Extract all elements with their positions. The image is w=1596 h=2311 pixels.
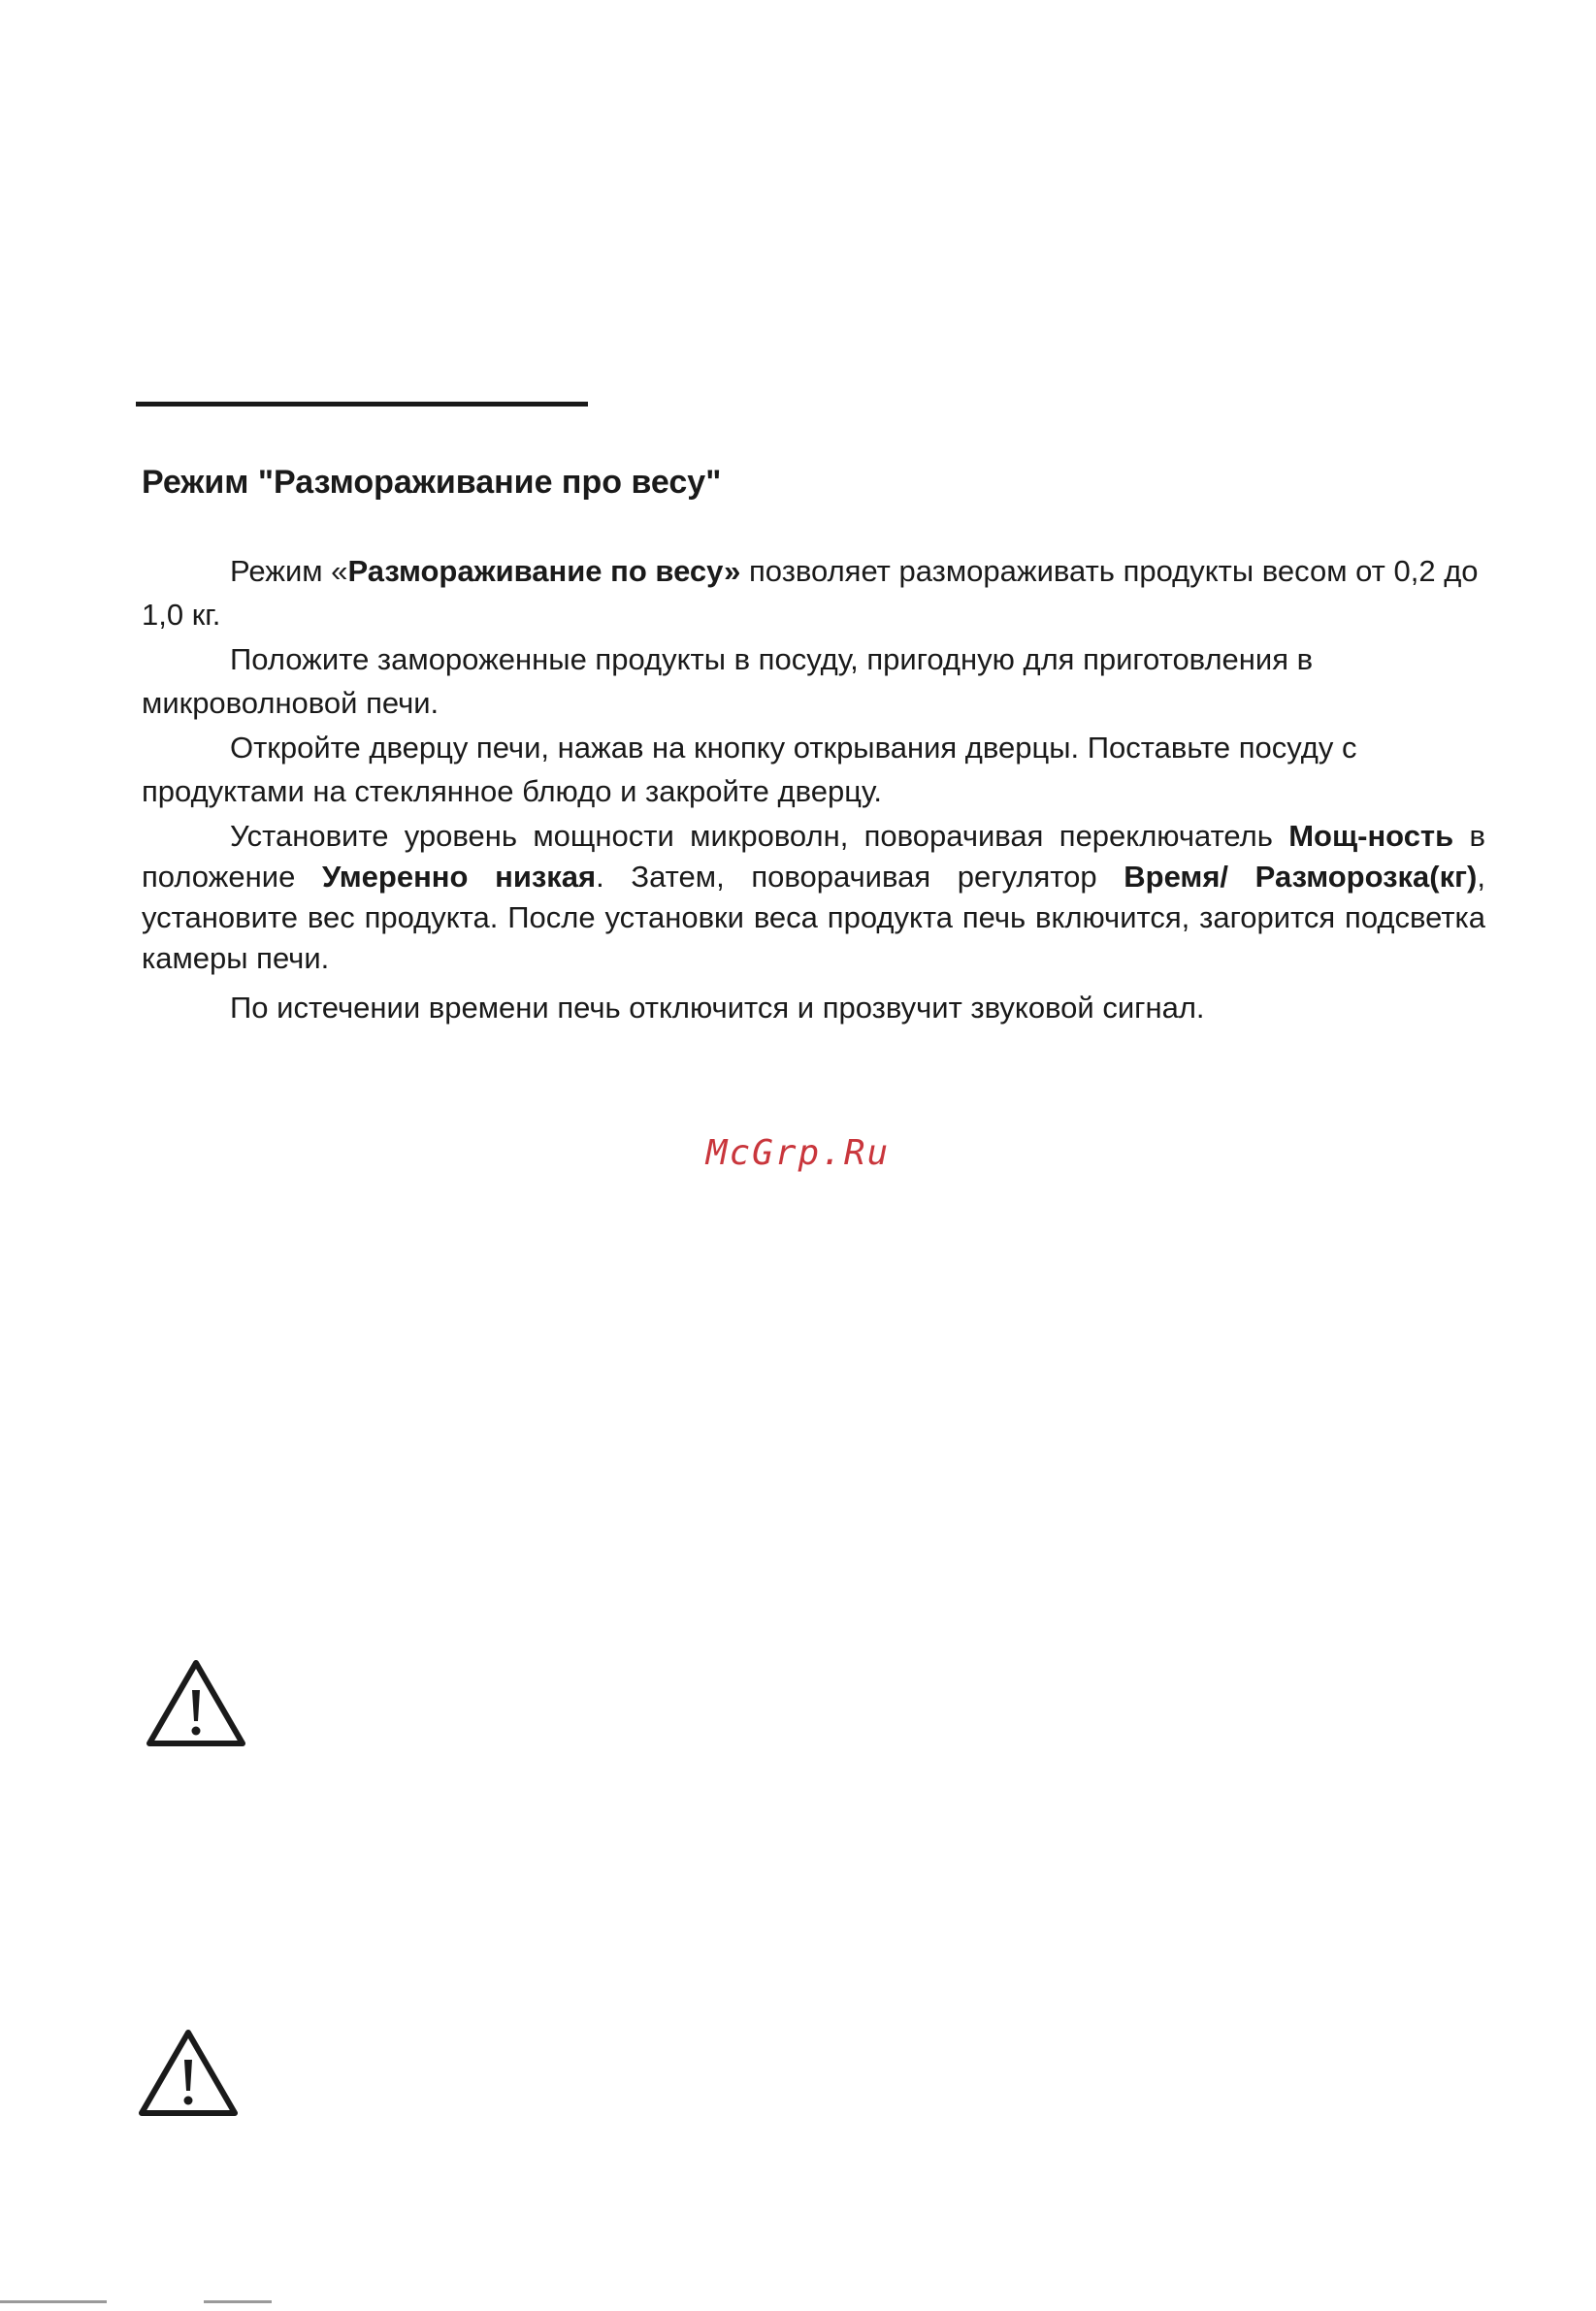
power-level-name: Умеренно низкая — [321, 860, 597, 894]
watermark: McGrp.Ru — [705, 1133, 891, 1173]
paragraph-place-food — [142, 637, 1485, 725]
section-title: Режим "Размораживание про весу" — [142, 464, 722, 501]
time-dial-name: Время/ Разморозка(кг) — [1124, 860, 1478, 894]
paragraph-set-power — [142, 816, 1485, 979]
paragraph-finish — [142, 986, 1485, 1029]
paragraph-text: По истечении времени печь отключится и прозвучит звуковой сигнал. — [230, 991, 1205, 1025]
warning-triangle-icon — [136, 2027, 241, 2120]
paragraph-text: . Затем, поворачивая регулятор — [596, 860, 1124, 894]
paragraph-open-door — [142, 726, 1485, 813]
power-switch-name: Мощ-ность — [1288, 819, 1454, 853]
paragraph-text: Режим « — [230, 554, 348, 588]
paragraph-text: позволяет размораживать продукты весом от 0,2 до 1,0 кг. — [142, 554, 1479, 632]
paragraph-text: в положение — [142, 819, 1485, 894]
section-divider — [136, 402, 588, 407]
paragraph-intro — [142, 549, 1485, 636]
warning-triangle-icon — [144, 1657, 248, 1750]
mode-name: Размораживание по весу» — [347, 554, 741, 588]
paragraph-text: Положите замороженные продукты в посуду, пригодную для приготовления в микроволновой печи. — [142, 642, 1314, 720]
paragraph-text: , установите вес продукта. После установки веса продукта печь включится, загорится подсветка камеры печи. — [142, 860, 1485, 975]
paragraph-text: Откройте дверцу печи, нажав на кнопку открывания дверцы. Поставьте посуду с продуктами на стеклянное блюдо и закройте дверцу. — [142, 731, 1357, 808]
paragraph-text: Установите уровень мощности микроволн, поворачивая переключатель — [230, 819, 1289, 853]
scan-marks — [0, 2300, 291, 2306]
